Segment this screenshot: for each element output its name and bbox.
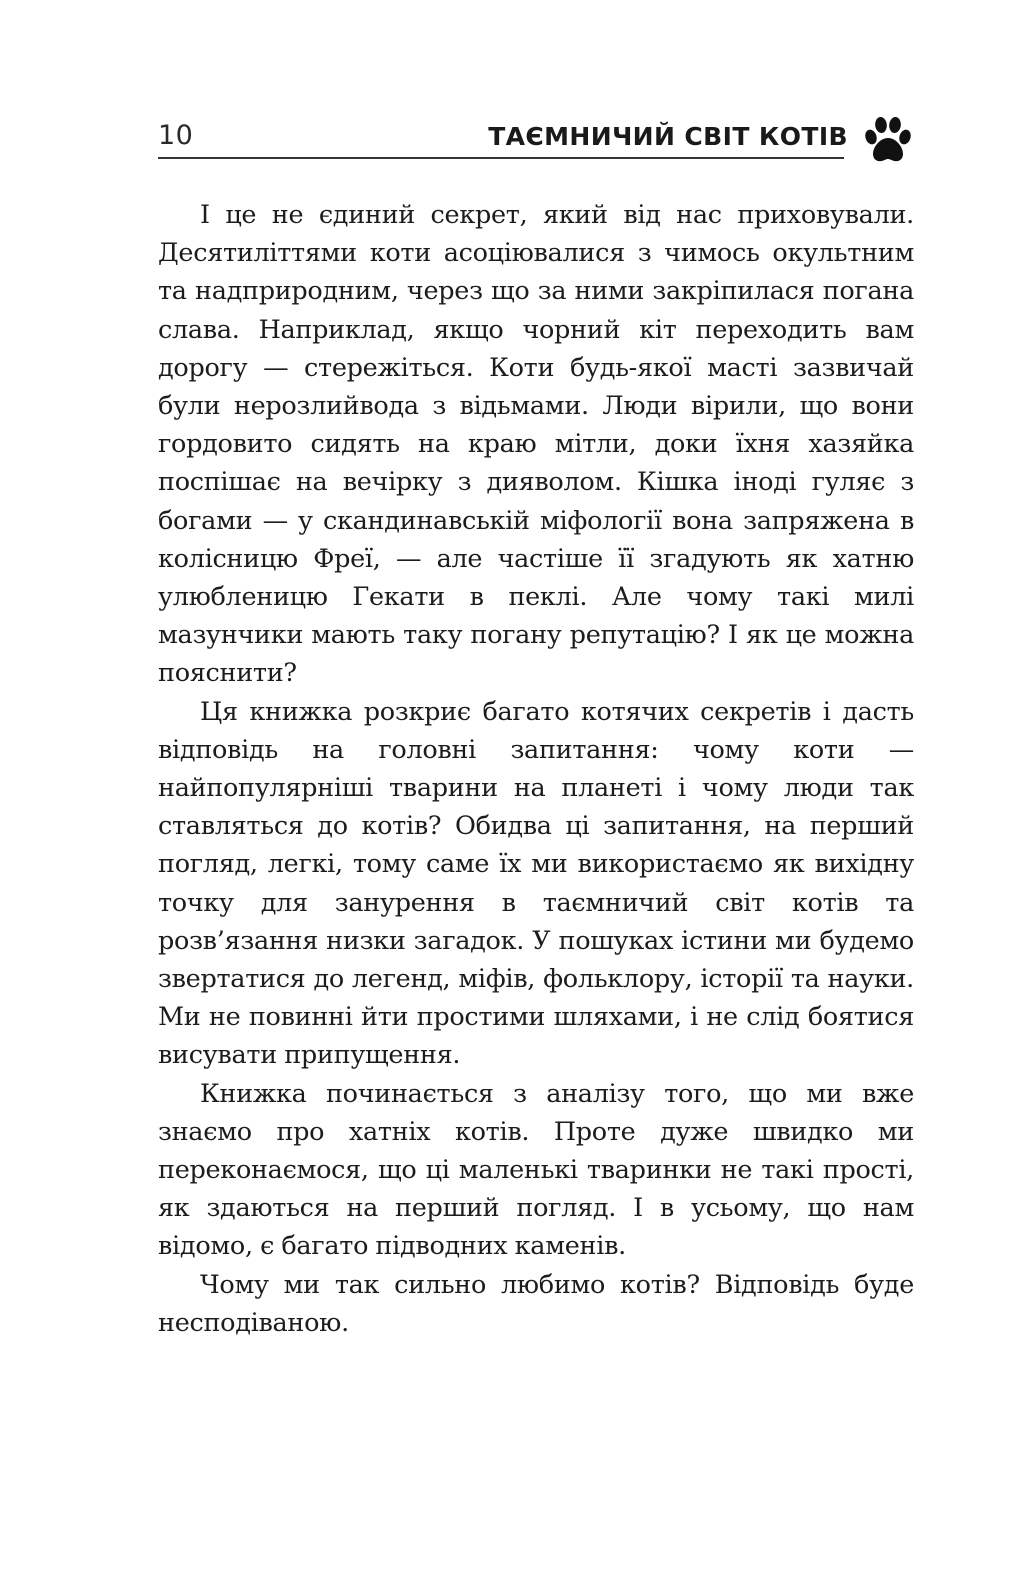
body-text [158,196,914,1342]
paw-print-icon [862,114,914,166]
paragraph: І це не єдиний секрет, який від нас приховували. Десятиліттями коти асоціювалися з чимось окультним та надприродним, через що за ними закріпилася погана слава. Наприклад, якщо чорний кіт переходить вам дорогу — стережіться. Коти будь-якої масті зазвичай були нерозлийвода з відьмами. Люди вірили, що вони гордовито сидять на краю мітли, доки їхня хазяйка поспішає на вечірку з дияволом. Кішка іноді гуляє з богами — у скандинавській міфології вона запряжена в колісницю Фреї, — але частіше її згадують як хатню улюбленицю Гекати в пеклі. Але чому такі милі мазунчики мають таку погану репутацію? І як це можна пояснити? [158,200,914,689]
page-number: 10 [158,120,194,151]
header-rule [158,157,844,159]
paragraph: Ця книжка розкриє багато котячих секретів і дасть відповідь на головні запитання: чому коти — найпопулярніші тварини на планеті і чому люди так ставляться до котів? Обидва ці запитання, на перший погляд, легкі, тому саме їх ми використаємо як вихідну точку для занурення в таємничий світ котів та розв’язання низки загадок. У пошуках істини ми будемо звертатися до легенд, міфів, фольклору, історії та науки. Ми не повинні йти простими шляхами, і не слід боятися висувати припущення. [158,696,914,1071]
paragraph: Книжка починається з аналізу того, що ми вже знаємо про хатніх котів. Проте дуже швидко ми переконаємося, що ці маленькі тваринки не такі прості, як здаються на перший погляд. І в усьому, що нам відомо, є багато підводних каменів. [158,1078,914,1262]
paragraph: Чому ми так сильно любимо котів? Відповідь буде несподіваною. [158,1269,914,1338]
book-title: ТАЄМНИЧИЙ СВІТ КОТІВ [488,122,848,151]
running-head [158,110,914,166]
